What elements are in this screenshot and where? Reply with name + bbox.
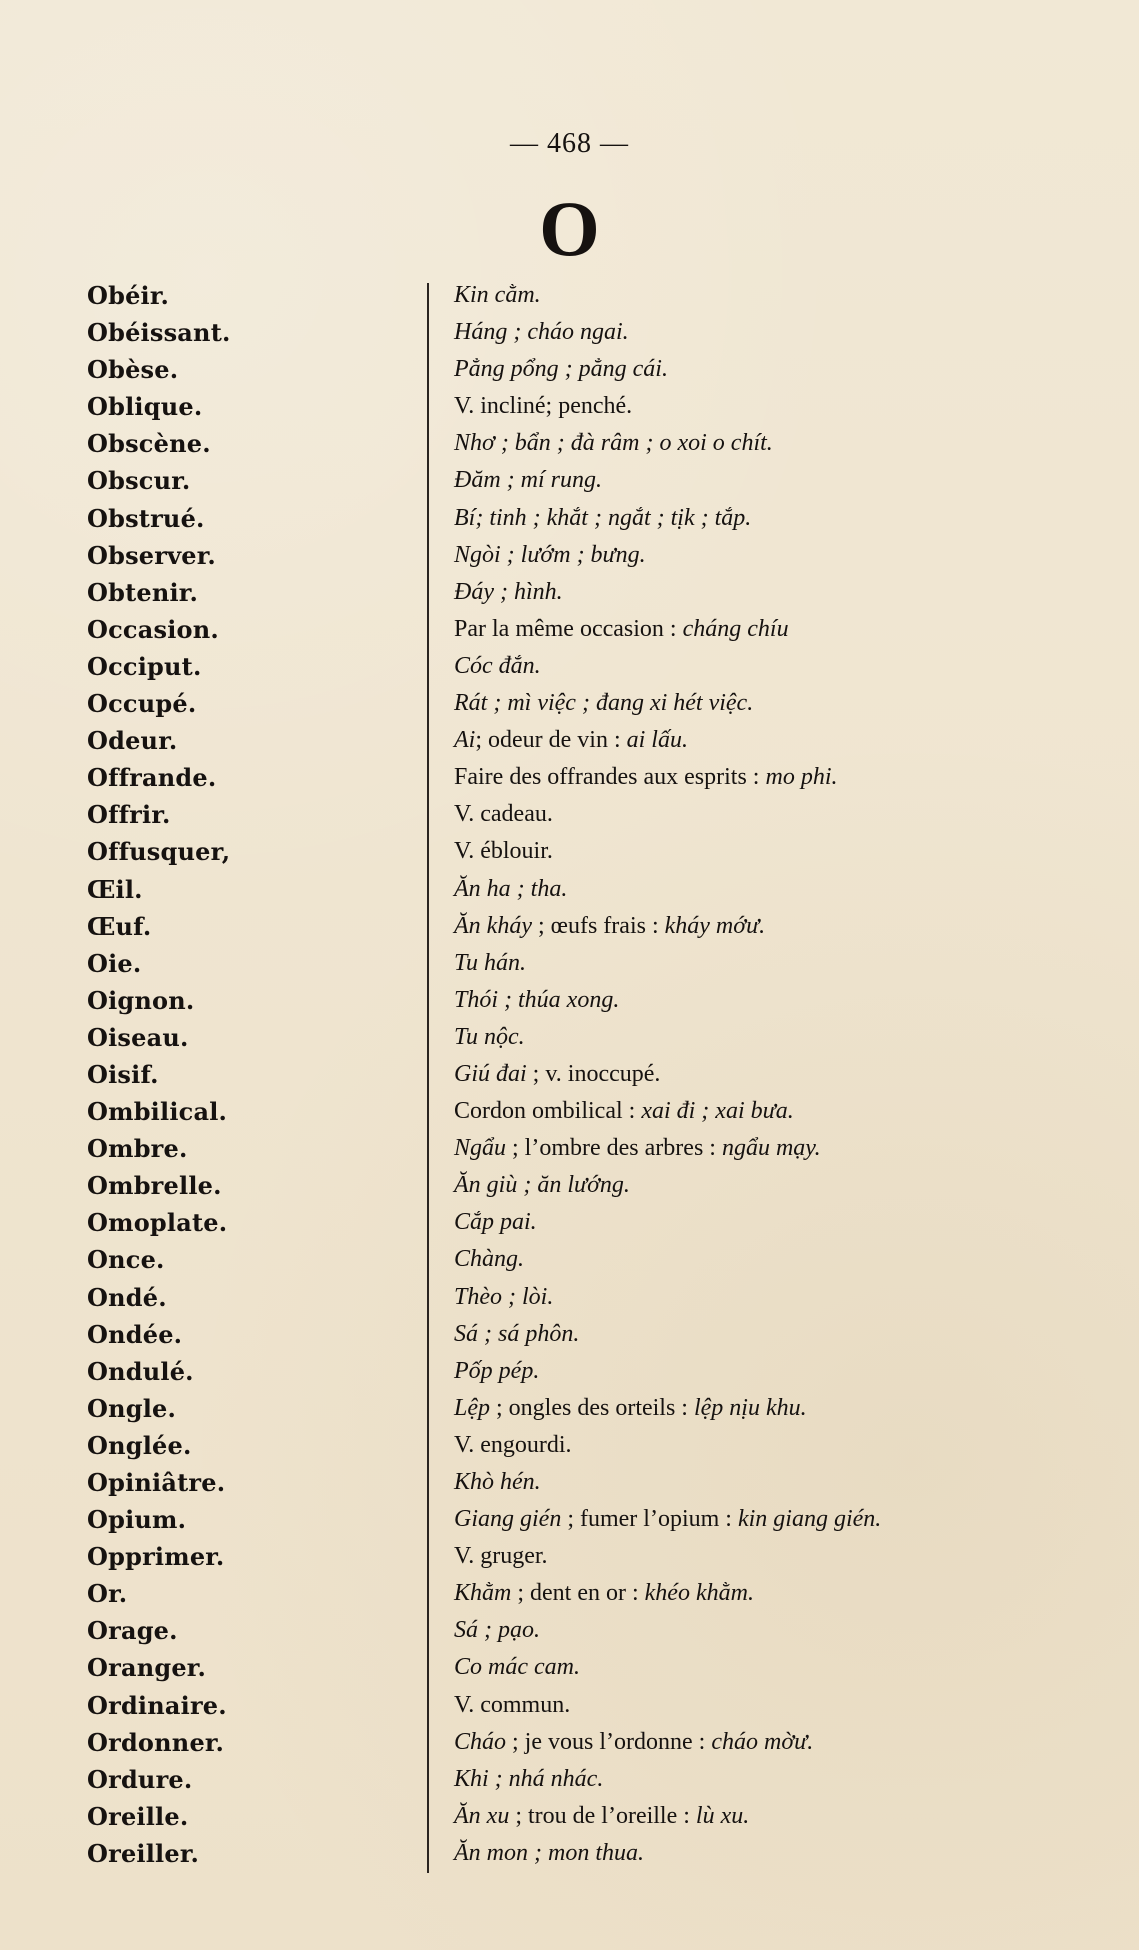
entry-row <box>0 388 1139 425</box>
vietnamese-text: cháo mờư. <box>711 1728 814 1755</box>
entry-translation <box>454 574 1094 611</box>
entry-row <box>0 982 1139 1019</box>
vietnamese-text: Khò hén. <box>454 1469 541 1495</box>
entry-headword: Ondulé. <box>87 1356 194 1386</box>
entry-headword: Ordure. <box>87 1764 193 1794</box>
entry-headword: Œuf. <box>87 911 152 941</box>
vietnamese-text: kin giang gién. <box>737 1506 882 1533</box>
entry-headword: Oranger. <box>87 1653 206 1683</box>
entry-headword: Onglée. <box>87 1430 192 1460</box>
entry-headword: Ondée. <box>87 1319 183 1349</box>
vietnamese-text: Sá ; pạo. <box>454 1617 540 1644</box>
entry-headword: Occupé. <box>87 689 197 719</box>
vietnamese-text: Đáy ; hình. <box>454 578 563 605</box>
entry-headword: Oisif. <box>87 1059 159 1089</box>
french-text: V. éblouir. <box>454 838 553 865</box>
entry-translation <box>454 722 1094 759</box>
entry-row <box>0 462 1139 499</box>
vietnamese-text: ngẩu mạy. <box>721 1135 821 1162</box>
entry-translation <box>454 1167 1094 1204</box>
entry-headword: Orage. <box>87 1616 178 1646</box>
entry-headword: Oiseau. <box>87 1022 189 1052</box>
french-text: ; fumer l’opium : <box>561 1506 738 1533</box>
entry-row <box>0 648 1139 685</box>
entry-row <box>0 1835 1139 1872</box>
entry-row <box>0 1724 1139 1761</box>
vietnamese-text: kháy mớư. <box>664 912 766 939</box>
entry-translation <box>454 1241 1094 1278</box>
entry-translation <box>454 1798 1094 1835</box>
entry-translation <box>454 648 1094 685</box>
entry-translation <box>454 1835 1094 1872</box>
vietnamese-text: ai lấu. <box>626 727 688 754</box>
entry-row <box>0 1204 1139 1241</box>
french-text: Faire des offrandes aux esprits : <box>454 764 766 791</box>
entry-translation <box>454 1501 1094 1538</box>
french-text: ; je vous l’ordonne : <box>506 1728 712 1755</box>
vietnamese-text: Giú đai <box>454 1060 527 1087</box>
entry-row <box>0 945 1139 982</box>
entry-headword: Ombre. <box>87 1134 188 1164</box>
vietnamese-text: Pốp pép. <box>454 1357 540 1384</box>
entry-row <box>0 1538 1139 1575</box>
vietnamese-text: Bí; tinh ; khắt ; ngắt ; tịk ; tắp. <box>454 504 752 531</box>
entry-row <box>0 537 1139 574</box>
entry-headword: Obèse. <box>87 355 179 385</box>
vietnamese-text: Thói ; thúa xong. <box>454 986 620 1013</box>
entry-row <box>0 1390 1139 1427</box>
vietnamese-text: Ăn xu <box>454 1802 510 1829</box>
entry-translation <box>454 462 1094 499</box>
french-text: Par la même occasion : <box>454 615 683 642</box>
vietnamese-text: Rát ; mì việc ; đang xi hét việc. <box>454 690 754 717</box>
french-text: ; ongles des orteils : <box>490 1394 694 1421</box>
vietnamese-text: Tu nộc. <box>454 1023 525 1050</box>
vietnamese-text: mo phi. <box>765 764 838 791</box>
entry-row <box>0 1316 1139 1353</box>
entry-row <box>0 1056 1139 1093</box>
vietnamese-text: Thèo ; lòi. <box>454 1283 554 1310</box>
entry-headword: Opium. <box>87 1505 187 1535</box>
entry-headword: Omoplate. <box>87 1208 228 1238</box>
entry-headword: Offrir. <box>87 800 171 830</box>
entry-translation <box>454 796 1094 833</box>
entry-translation <box>454 1649 1094 1686</box>
entry-headword: Oreiller. <box>87 1838 200 1868</box>
entry-row <box>0 1241 1139 1278</box>
entry-translation <box>454 537 1094 574</box>
entry-headword: Obstrué. <box>87 503 205 533</box>
entry-headword: Obscène. <box>87 429 211 459</box>
entry-headword: Ondé. <box>87 1282 167 1312</box>
entry-translation <box>454 425 1094 462</box>
entry-row <box>0 574 1139 611</box>
vietnamese-text: Lệp <box>454 1394 490 1421</box>
entry-row <box>0 611 1139 648</box>
entry-translation <box>454 351 1094 388</box>
entry-headword: Occiput. <box>87 651 202 681</box>
entry-translation <box>454 871 1094 908</box>
french-text: ; l’ombre des arbres : <box>506 1135 722 1162</box>
entry-translation <box>454 277 1094 314</box>
vietnamese-text: Giang gién <box>454 1506 562 1533</box>
vietnamese-text: cháng chíu <box>682 615 789 642</box>
entry-headword: Ombrelle. <box>87 1171 222 1201</box>
entry-translation <box>454 388 1094 425</box>
entry-headword: Occasion. <box>87 614 219 644</box>
entry-row <box>0 277 1139 314</box>
entry-row <box>0 1687 1139 1724</box>
entry-row <box>0 1649 1139 1686</box>
entry-headword: Ordinaire. <box>87 1690 227 1720</box>
french-text: ; v. inoccupé. <box>526 1060 661 1087</box>
entry-headword: Once. <box>87 1245 165 1275</box>
entry-headword: Obéir. <box>87 281 170 310</box>
vietnamese-text: Háng ; cháo ngai. <box>454 319 629 346</box>
entry-translation <box>454 1390 1094 1427</box>
entry-row <box>0 1612 1139 1649</box>
entry-headword: Ordonner. <box>87 1727 225 1757</box>
french-text: ; œufs frais : <box>531 912 665 939</box>
entry-row <box>0 1761 1139 1798</box>
entry-translation <box>454 1130 1094 1167</box>
entry-headword: Observer. <box>87 540 216 570</box>
entry-row <box>0 351 1139 388</box>
entry-translation <box>454 1761 1094 1798</box>
entry-translation <box>454 1093 1094 1130</box>
vietnamese-text: Đăm ; mí rung. <box>454 467 602 494</box>
entry-translation <box>454 1204 1094 1241</box>
entry-headword: Offrande. <box>87 763 217 793</box>
entry-translation <box>454 833 1094 870</box>
entry-translation <box>454 945 1094 982</box>
entry-headword: Œil. <box>87 874 143 904</box>
vietnamese-text: Ăn mon ; mon thua. <box>454 1839 644 1866</box>
entry-translation <box>454 314 1094 351</box>
french-text: V. incliné; penché. <box>454 393 633 420</box>
entry-headword: Obscur. <box>87 466 191 496</box>
vietnamese-text: Ăn giù ; ăn lướng. <box>454 1172 630 1199</box>
entry-headword: Oignon. <box>87 985 195 1015</box>
entry-headword: Opprimer. <box>87 1542 225 1572</box>
vietnamese-text: Co mác cam. <box>454 1654 580 1681</box>
entry-row <box>0 500 1139 537</box>
vietnamese-text: lệp nịu khu. <box>693 1394 807 1421</box>
vietnamese-text: Pẳng pổng ; pẳng cái. <box>454 356 668 383</box>
vietnamese-text: Ăn ha ; tha. <box>454 875 568 902</box>
entry-row <box>0 1575 1139 1612</box>
entry-row <box>0 871 1139 908</box>
entry-translation <box>454 1316 1094 1353</box>
entry-row <box>0 722 1139 759</box>
entry-row <box>0 314 1139 351</box>
entry-headword: Offusquer, <box>87 837 231 867</box>
french-text: V. gruger. <box>454 1543 548 1570</box>
entry-headword: Obéissant. <box>87 318 231 348</box>
entry-headword: Oblique. <box>87 392 203 422</box>
french-text: ; odeur de vin : <box>475 727 627 754</box>
entry-translation <box>454 1019 1094 1056</box>
entry-translation <box>454 1538 1094 1575</box>
vietnamese-text: Chàng. <box>454 1246 525 1273</box>
french-text: V. engourdi. <box>454 1431 572 1458</box>
entry-translation <box>454 908 1094 945</box>
entry-row <box>0 685 1139 722</box>
entry-row <box>0 759 1139 796</box>
entry-row <box>0 908 1139 945</box>
entry-headword: Ombilical. <box>87 1097 228 1127</box>
entry-headword: Oreille. <box>87 1801 189 1831</box>
entry-translation <box>454 1575 1094 1612</box>
section-letter: O <box>539 185 600 272</box>
entry-headword: Ongle. <box>87 1393 177 1423</box>
french-text: V. cadeau. <box>454 801 553 828</box>
vietnamese-text: xai đi ; xai bưa. <box>641 1098 794 1125</box>
entry-headword: Odeur. <box>87 726 178 756</box>
vietnamese-text: khéo khằm. <box>644 1580 754 1607</box>
entry-row <box>0 1353 1139 1390</box>
vietnamese-text: Ăn kháy <box>454 912 532 939</box>
entry-headword: Obtenir. <box>87 577 199 607</box>
entry-headword: Or. <box>87 1579 128 1609</box>
entry-row <box>0 1167 1139 1204</box>
entry-row <box>0 833 1139 870</box>
vietnamese-text: Cắp pai. <box>454 1209 537 1236</box>
entry-row <box>0 425 1139 462</box>
french-text: ; trou de l’oreille : <box>509 1802 696 1829</box>
french-text: ; dent en or : <box>511 1580 645 1607</box>
entry-row <box>0 796 1139 833</box>
french-text: V. commun. <box>454 1691 571 1718</box>
vietnamese-text: Ngòi ; lướm ; bưng. <box>454 541 646 568</box>
french-text: Cordon ombilical : <box>454 1098 642 1125</box>
vietnamese-text: Tu hán. <box>454 949 527 976</box>
vietnamese-text: Sá ; sá phôn. <box>454 1320 580 1347</box>
vietnamese-text: Khằm <box>454 1580 512 1607</box>
entry-translation <box>454 1353 1094 1390</box>
entry-translation <box>454 1687 1094 1724</box>
entry-translation <box>454 611 1094 648</box>
entry-translation <box>454 1612 1094 1649</box>
entry-translation <box>454 1279 1094 1316</box>
vietnamese-text: Ai <box>454 727 476 754</box>
vietnamese-text: Cóc đắn. <box>454 652 541 679</box>
entry-row <box>0 1279 1139 1316</box>
vietnamese-text: Nhơ ; bẩn ; đà râm ; o xoi o chít. <box>454 430 773 457</box>
entry-translation <box>454 685 1094 722</box>
entry-row <box>0 1798 1139 1835</box>
entry-headword: Opiniâtre. <box>87 1468 226 1497</box>
dictionary-entries <box>0 277 1139 1872</box>
entry-translation <box>454 1724 1094 1761</box>
entry-row <box>0 1464 1139 1501</box>
entry-translation <box>454 1427 1094 1464</box>
entry-row <box>0 1093 1139 1130</box>
vietnamese-text: Ngẩu <box>454 1135 507 1162</box>
vietnamese-text: Kin cằm. <box>454 282 541 308</box>
vietnamese-text: Khi ; nhá nhác. <box>454 1765 604 1792</box>
vietnamese-text: Cháo <box>454 1728 507 1755</box>
entry-translation <box>454 1056 1094 1093</box>
entry-row <box>0 1019 1139 1056</box>
vietnamese-text: lù xu. <box>695 1802 750 1829</box>
entry-translation <box>454 1464 1094 1501</box>
entry-headword: Oie. <box>87 948 142 978</box>
entry-row <box>0 1427 1139 1464</box>
entry-row <box>0 1130 1139 1167</box>
entry-row <box>0 1501 1139 1538</box>
entry-translation <box>454 759 1094 796</box>
entry-translation <box>454 982 1094 1019</box>
entry-translation <box>454 500 1094 537</box>
page-number: — 468 — <box>510 128 629 159</box>
